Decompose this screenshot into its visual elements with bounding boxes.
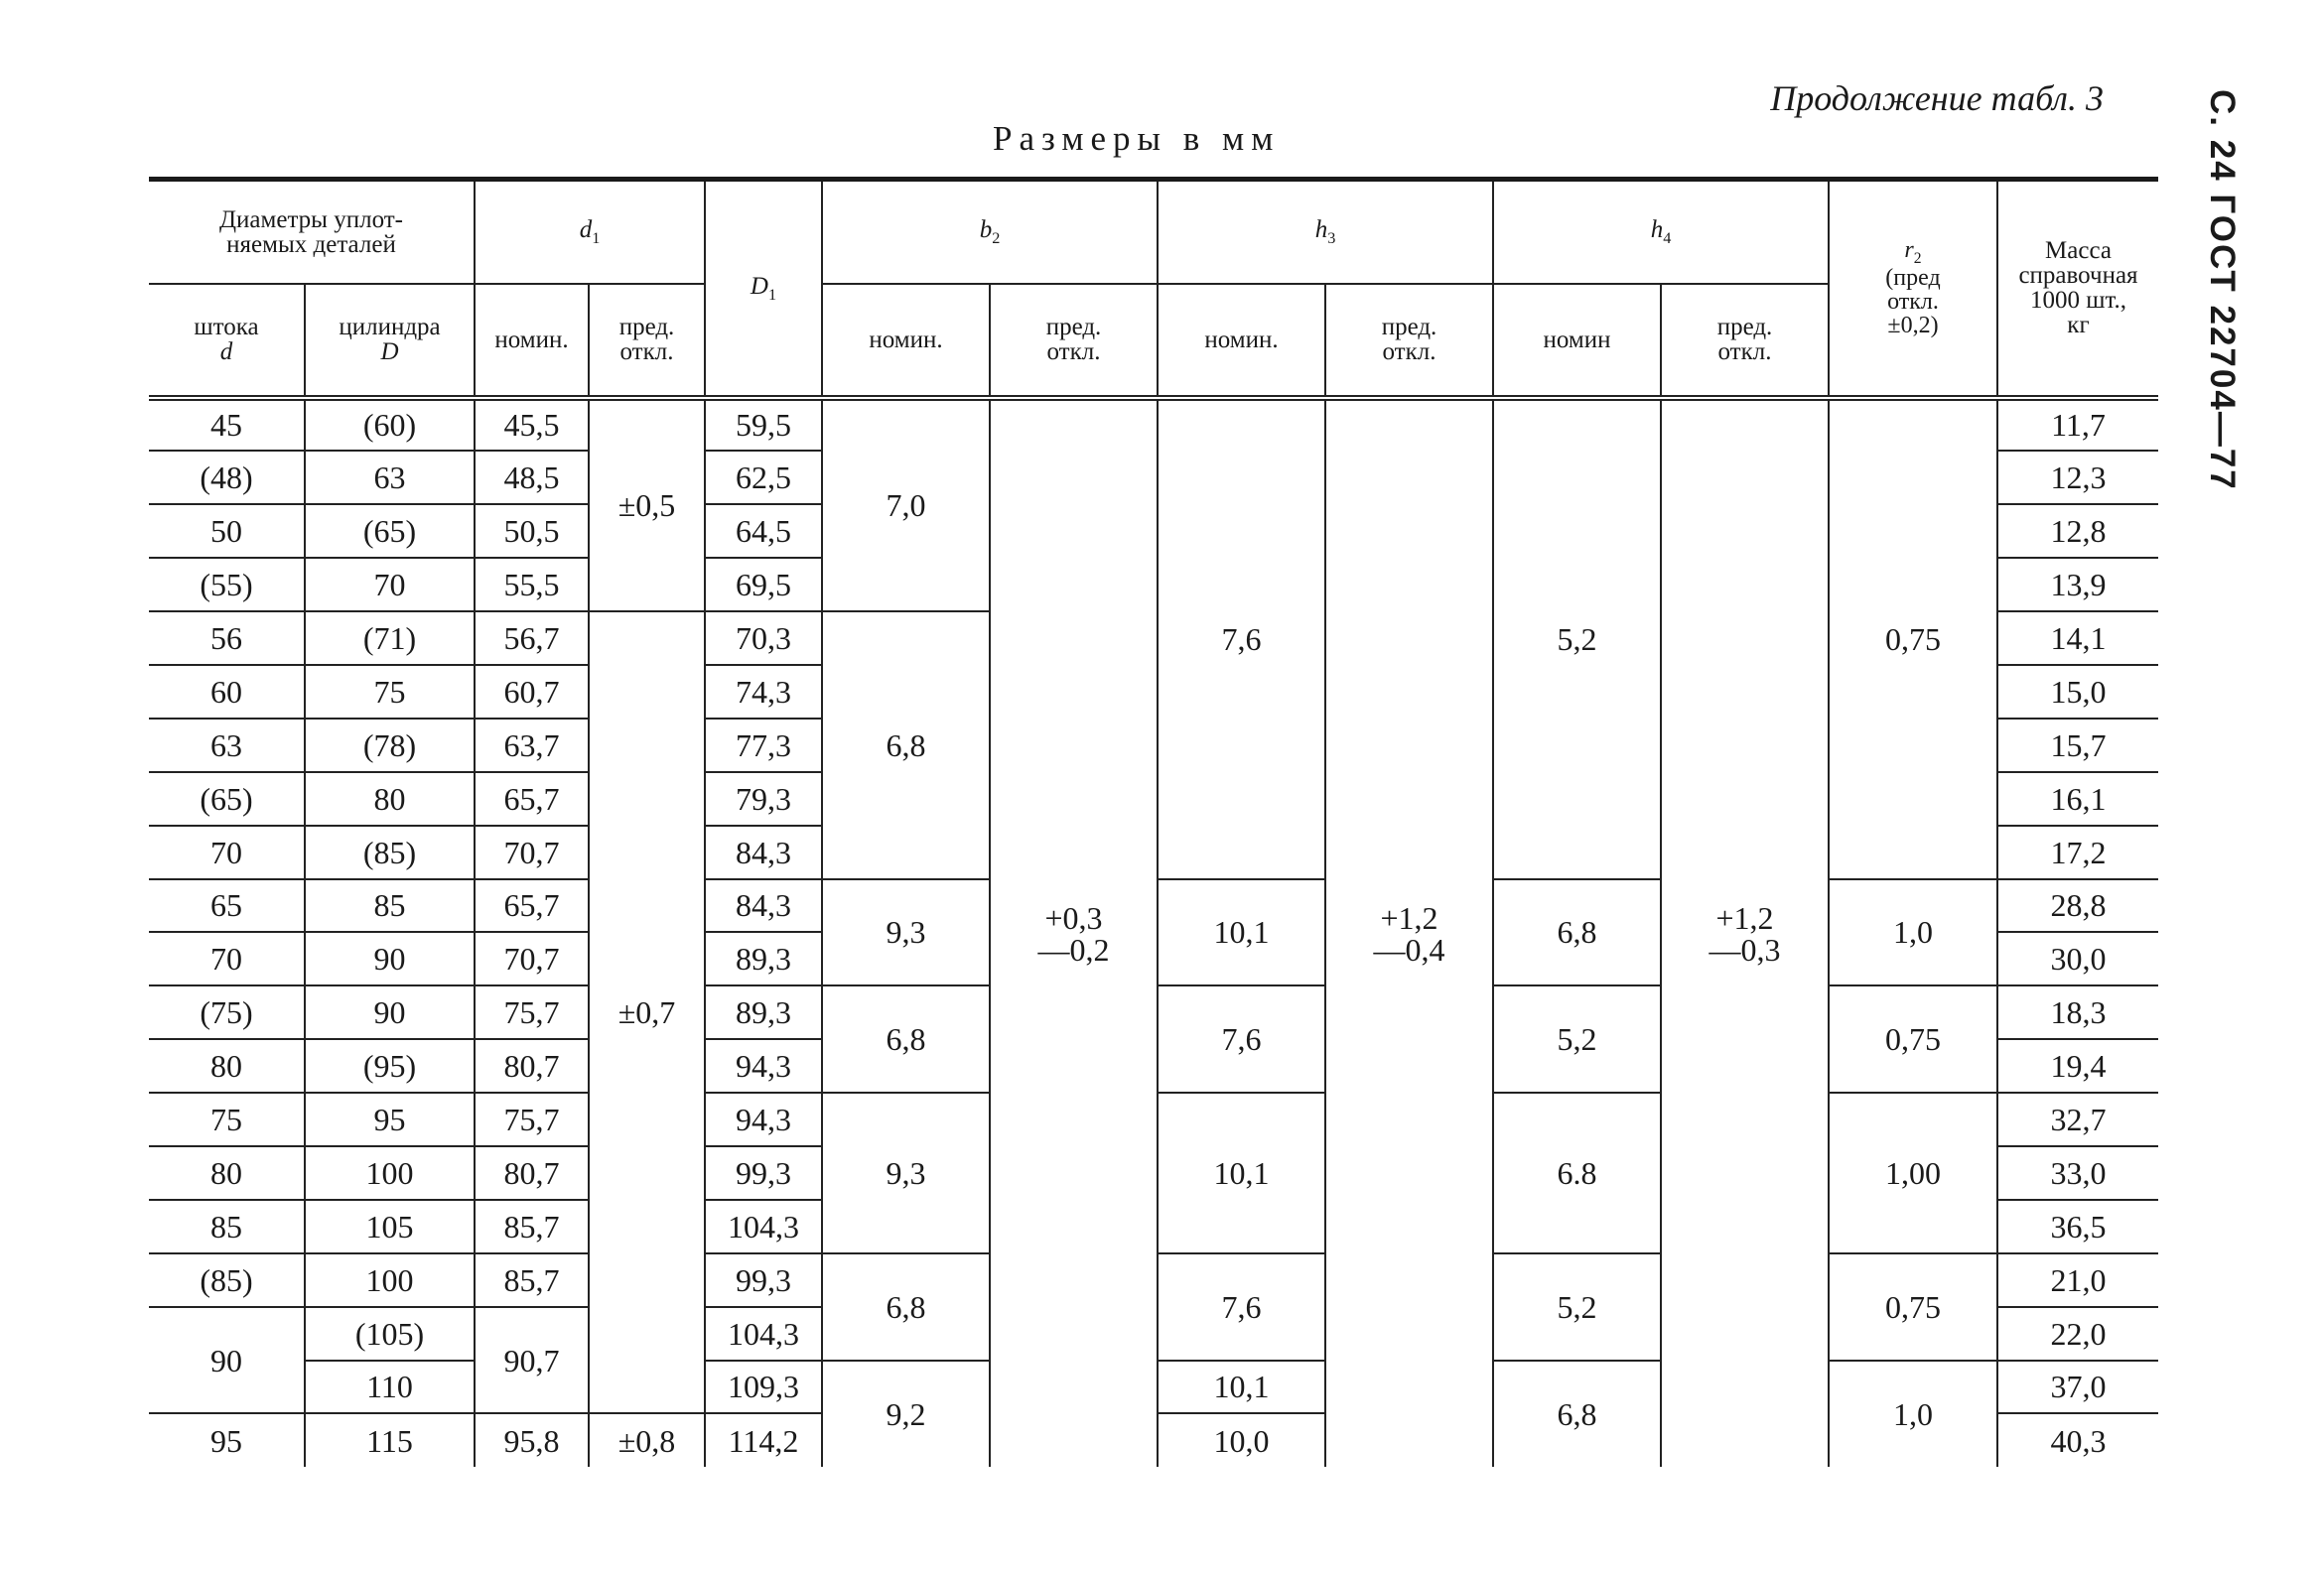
header-b2: $b_2$ <box>822 180 1158 284</box>
d1-nominal-cell: 50,5 <box>475 504 589 558</box>
header-mass: Масса справочная 1000 шт., кг <box>1997 180 2158 398</box>
D1-value-cell: 89,3 <box>705 985 822 1039</box>
b2-nominal-cell: 6,8 <box>822 611 990 878</box>
header-D1: $D_1$ <box>705 180 822 398</box>
header-b2-tolerance: пред. откл. <box>990 284 1158 398</box>
mass-value-cell: 15,0 <box>1997 665 2158 719</box>
b2-nominal-cell: 9,3 <box>822 1093 990 1253</box>
D1-value-cell: 89,3 <box>705 932 822 985</box>
rod-diameter-cell: 70 <box>149 932 305 985</box>
cylinder-diameter-cell: 100 <box>305 1146 475 1200</box>
mass-value-cell: 11,7 <box>1997 398 2158 452</box>
d1-nominal-cell: 55,5 <box>475 558 589 611</box>
d1-tolerance-cell: ±0,8 <box>589 1413 705 1467</box>
mass-value-cell: 12,3 <box>1997 451 2158 504</box>
rod-diameter-cell: 56 <box>149 611 305 665</box>
rod-diameter-cell: 70 <box>149 826 305 879</box>
mass-value-cell: 18,3 <box>1997 985 2158 1039</box>
header-diameters: Диаметры уплот- няемых деталей <box>149 180 475 284</box>
h3-nominal-cell: 7,6 <box>1158 1253 1325 1361</box>
rod-diameter-cell: (65) <box>149 772 305 826</box>
mass-value-cell: 21,0 <box>1997 1253 2158 1307</box>
mass-value-cell: 30,0 <box>1997 932 2158 985</box>
mass-value-cell: 22,0 <box>1997 1307 2158 1361</box>
h3-nominal-cell: 10,1 <box>1158 1361 1325 1414</box>
cylinder-diameter-cell: (60) <box>305 398 475 452</box>
d1-nominal-cell: 90,7 <box>475 1307 589 1414</box>
rod-diameter-cell: (85) <box>149 1253 305 1307</box>
d1-nominal-cell: 75,7 <box>475 985 589 1039</box>
cylinder-diameter-cell: 110 <box>305 1361 475 1414</box>
mass-value-cell: 14,1 <box>1997 611 2158 665</box>
d1-nominal-cell: 80,7 <box>475 1039 589 1093</box>
h4-tolerance-cell: +1,2 —0,3 <box>1661 398 1829 1468</box>
rod-diameter-cell: 80 <box>149 1039 305 1093</box>
mass-value-cell: 28,8 <box>1997 879 2158 933</box>
D1-value-cell: 79,3 <box>705 772 822 826</box>
rod-diameter-cell: 63 <box>149 719 305 772</box>
mass-value-cell: 37,0 <box>1997 1361 2158 1414</box>
units-note: Размеры в мм <box>993 119 1281 158</box>
rod-diameter-cell: 75 <box>149 1093 305 1146</box>
header-h3: $h_3$ <box>1158 180 1493 284</box>
h3-nominal-cell: 10,1 <box>1158 879 1325 986</box>
D1-value-cell: 99,3 <box>705 1146 822 1200</box>
D1-value-cell: 59,5 <box>705 398 822 452</box>
header-h3-nominal: номин. <box>1158 284 1325 398</box>
rod-diameter-cell: 85 <box>149 1200 305 1253</box>
rod-diameter-cell: 45 <box>149 398 305 452</box>
d1-nominal-cell: 85,7 <box>475 1253 589 1307</box>
cylinder-diameter-cell: 95 <box>305 1093 475 1146</box>
cylinder-diameter-cell: (65) <box>305 504 475 558</box>
table-continuation-caption: Продолжение табл. 3 <box>1770 78 2104 118</box>
rod-diameter-cell: 50 <box>149 504 305 558</box>
D1-value-cell: 104,3 <box>705 1200 822 1253</box>
D1-value-cell: 69,5 <box>705 558 822 611</box>
cylinder-diameter-cell: 80 <box>305 772 475 826</box>
header-h4-nominal: номин <box>1493 284 1661 398</box>
table-header <box>149 180 2158 398</box>
h4-nominal-cell: 5,2 <box>1493 398 1661 879</box>
cylinder-diameter-cell: 115 <box>305 1413 475 1467</box>
cylinder-diameter-cell: 90 <box>305 932 475 985</box>
D1-value-cell: 70,3 <box>705 611 822 665</box>
cylinder-diameter-cell: 85 <box>305 879 475 933</box>
D1-value-cell: 77,3 <box>705 719 822 772</box>
D1-value-cell: 94,3 <box>705 1039 822 1093</box>
cylinder-diameter-cell: (95) <box>305 1039 475 1093</box>
b2-nominal-cell: 6,8 <box>822 985 990 1093</box>
r2-value-cell: 0,75 <box>1829 398 1997 879</box>
D1-value-cell: 99,3 <box>705 1253 822 1307</box>
d1-nominal-cell: 95,8 <box>475 1413 589 1467</box>
cylinder-diameter-cell: (78) <box>305 719 475 772</box>
b2-nominal-cell: 6,8 <box>822 1253 990 1361</box>
h4-nominal-cell: 5,2 <box>1493 985 1661 1093</box>
cylinder-diameter-cell: 75 <box>305 665 475 719</box>
cylinder-diameter-cell: (85) <box>305 826 475 879</box>
header-h3-tolerance: пред. откл. <box>1325 284 1493 398</box>
rod-diameter-cell: 95 <box>210 1422 242 1459</box>
h3-nominal-cell: 10,1 <box>1158 1093 1325 1253</box>
cylinder-diameter-cell: (71) <box>305 611 475 665</box>
h3-nominal-cell: 7,6 <box>1158 398 1325 879</box>
cylinder-diameter-cell: 100 <box>305 1253 475 1307</box>
table-body <box>149 398 2158 1468</box>
d1-tolerance-cell: ±0,5 <box>589 398 705 612</box>
r2-value-cell: 1,0 <box>1829 1361 1997 1468</box>
header-h4: $h_4$ <box>1493 180 1829 284</box>
b2-nominal-cell: 7,0 <box>822 398 990 612</box>
rod-diameter-cell: 65 <box>149 879 305 933</box>
d1-nominal-cell: 70,7 <box>475 932 589 985</box>
mass-value-cell: 17,2 <box>1997 826 2158 879</box>
D1-value-cell: 64,5 <box>705 504 822 558</box>
d1-nominal-cell: 56,7 <box>475 611 589 665</box>
page-side-label <box>2184 89 2246 506</box>
d1-nominal-cell: 85,7 <box>475 1200 589 1253</box>
table-row <box>149 398 2158 452</box>
d1-tolerance-cell: ±0,7 <box>589 611 705 1413</box>
mass-value-cell: 16,1 <box>1997 772 2158 826</box>
cylinder-diameter-cell: 105 <box>305 1200 475 1253</box>
mass-value-cell: 40,3 <box>1997 1413 2158 1467</box>
rod-diameter-cell: (75) <box>149 985 305 1039</box>
d1-nominal-cell: 65,7 <box>475 879 589 933</box>
r2-value-cell: 1,0 <box>1829 879 1997 986</box>
r2-value-cell: 0,75 <box>1829 1253 1997 1361</box>
mass-value-cell: 15,7 <box>1997 719 2158 772</box>
mass-value-cell: 33,0 <box>1997 1146 2158 1200</box>
cylinder-diameter-cell: (105) <box>305 1307 475 1361</box>
h4-nominal-cell: 6,8 <box>1493 1361 1661 1468</box>
h3-nominal-cell: 10,0 <box>1158 1413 1325 1467</box>
D1-value-cell: 84,3 <box>705 826 822 879</box>
b2-nominal-cell: 9,2 <box>822 1361 990 1468</box>
header-cylinder-D: цилиндра D <box>305 284 475 398</box>
d1-nominal-cell: 70,7 <box>475 826 589 879</box>
b2-tolerance-cell: +0,3 —0,2 <box>990 398 1158 1468</box>
d1-nominal-cell: 80,7 <box>475 1146 589 1200</box>
h3-nominal-cell: 7,6 <box>1158 985 1325 1093</box>
header-d1-nominal: номин. <box>475 284 589 398</box>
cylinder-diameter-cell: 70 <box>305 558 475 611</box>
r2-value-cell: 0,75 <box>1829 985 1997 1093</box>
header-r2: $r_2$ (пред откл. ±0,2) <box>1829 180 1997 398</box>
D1-value-cell: 109,3 <box>705 1361 822 1414</box>
header-h4-tolerance: пред. откл. <box>1661 284 1829 398</box>
r2-value-cell: 1,00 <box>1829 1093 1997 1253</box>
d1-nominal-cell: 65,7 <box>475 772 589 826</box>
rod-diameter-cell: 90 <box>149 1307 305 1414</box>
rod-diameter-cell: (55) <box>149 558 305 611</box>
mass-value-cell: 13,9 <box>1997 558 2158 611</box>
cylinder-diameter-cell: 63 <box>305 451 475 504</box>
h4-nominal-cell: 6.8 <box>1493 1093 1661 1253</box>
mass-value-cell: 19,4 <box>1997 1039 2158 1093</box>
header-rod-d: штока d <box>149 284 305 398</box>
rod-diameter-cell: 60 <box>149 665 305 719</box>
header-b2-nominal: номин. <box>822 284 990 398</box>
side-label-text: С. 24 ГОСТ 22704—77 <box>2203 89 2242 491</box>
d1-nominal-cell: 48,5 <box>475 451 589 504</box>
d1-nominal-cell: 63,7 <box>475 719 589 772</box>
rod-diameter-cell: 80 <box>149 1146 305 1200</box>
mass-value-cell: 12,8 <box>1997 504 2158 558</box>
d1-nominal-cell: 45,5 <box>475 398 589 452</box>
D1-value-cell: 62,5 <box>705 451 822 504</box>
b2-nominal-cell: 9,3 <box>822 879 990 986</box>
h3-tolerance-cell: +1,2 —0,4 <box>1325 398 1493 1468</box>
h4-nominal-cell: 6,8 <box>1493 879 1661 986</box>
header-d1: $d_1$ <box>475 180 705 284</box>
h4-nominal-cell: 5,2 <box>1493 1253 1661 1361</box>
D1-value-cell: 94,3 <box>705 1093 822 1146</box>
mass-value-cell: 32,7 <box>1997 1093 2158 1146</box>
rod-diameter-cell: (48) <box>149 451 305 504</box>
header-d1-tolerance: пред. откл. <box>589 284 705 398</box>
D1-value-cell: 74,3 <box>705 665 822 719</box>
d1-nominal-cell: 75,7 <box>475 1093 589 1146</box>
dimensions-table <box>149 177 2158 1467</box>
cylinder-diameter-cell: 90 <box>305 985 475 1039</box>
D1-value-cell: 84,3 <box>705 879 822 933</box>
d1-nominal-cell: 60,7 <box>475 665 589 719</box>
D1-value-cell: 104,3 <box>705 1307 822 1361</box>
D1-value-cell: 114,2 <box>705 1413 822 1467</box>
mass-value-cell: 36,5 <box>1997 1200 2158 1253</box>
